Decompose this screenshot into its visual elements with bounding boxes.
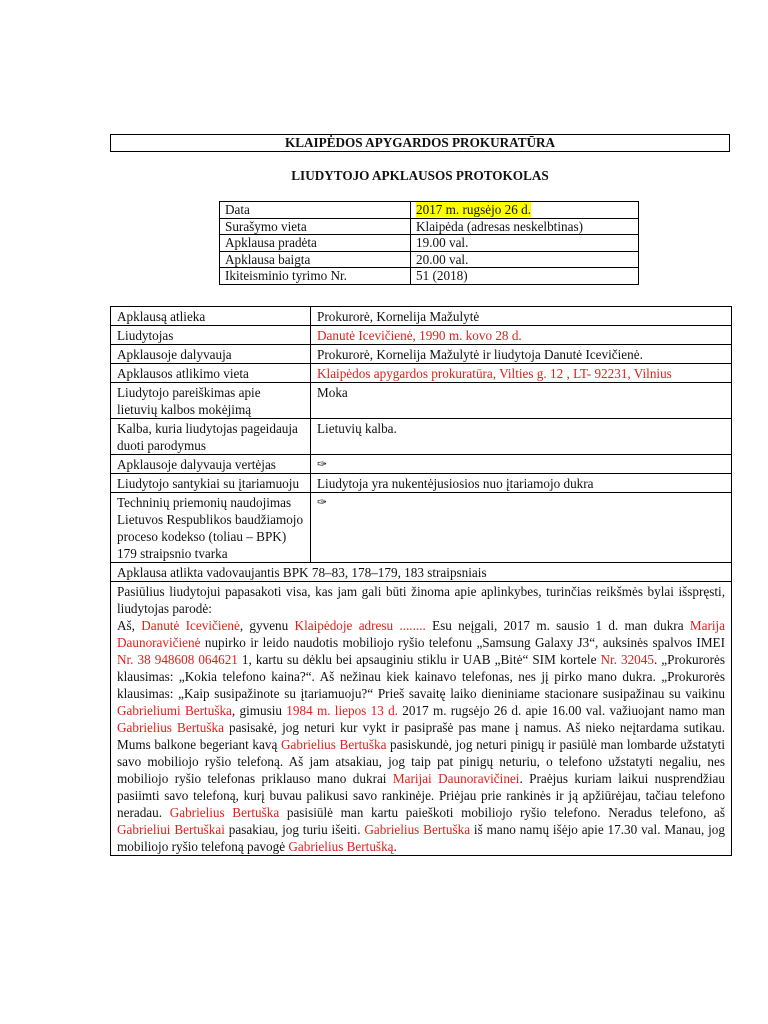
interrogation-details-table xyxy=(110,306,732,856)
meta-value: 19.00 val. xyxy=(411,235,639,252)
row-witness xyxy=(111,326,732,345)
meta-row-case-number xyxy=(220,268,639,285)
row-location xyxy=(111,364,732,383)
meta-row-date xyxy=(220,202,639,219)
row-relationship xyxy=(111,474,732,493)
row-technical-means xyxy=(111,493,732,563)
row-label: Kalba, kuria liudytojas pageidauja duoti parodymus xyxy=(111,419,311,455)
pen-symbol-icon: ✑ xyxy=(311,455,732,474)
meta-value: 20.00 val. xyxy=(411,251,639,268)
row-label: Apklausoje dalyvauja xyxy=(111,345,311,364)
redacted-name: Gabrielius Bertuška xyxy=(280,737,387,752)
text-segment: 1, kartu su dėklu bei apsauginiu stiklu ir UAB „Bitė“ SIM kortele xyxy=(237,652,601,667)
redacted-number: Nr. 32045 xyxy=(600,652,654,667)
row-label: Liudytojo pareiškimas apie lietuvių kalbos mokėjimą xyxy=(111,383,311,419)
row-value: Klaipėdos apygardos prokuratūra, Vilties g. 12 , LT- 92231, Vilnius xyxy=(311,364,732,383)
row-label: Apklausoje dalyvauja vertėjas xyxy=(111,455,311,474)
testimony-intro: Pasiūlius liudytojui papasakoti visa, kas jam gali būti žinoma apie aplinkybes, turinčias reikšmės bylai išspręsti, liudytojas parodė: xyxy=(117,584,725,616)
redacted-date: 1984 m. liepos 13 d. xyxy=(286,703,398,718)
meta-label: Surašymo vieta xyxy=(220,218,411,235)
legal-basis-text: Apklausa atlikta vadovaujantis BPK 78–83, 178–179, 183 straipsniais xyxy=(111,563,732,582)
row-value: Moka xyxy=(311,383,732,419)
meta-row-end xyxy=(220,251,639,268)
text-segment: nupirko ir leido naudotis mobiliojo ryšio telefonu „Samsung Galaxy J3“, auksinės spalvos IMEI xyxy=(200,635,725,650)
row-value: Prokurorė, Kornelija Mažulytė xyxy=(311,307,732,326)
meta-row-start xyxy=(220,235,639,252)
row-participants xyxy=(111,345,732,364)
text-segment: . „Prokurorės klausimas: „Kokia telefono kaina?“. Aš nežinau kiek kainavo telefonas, nes jį pirko mano dukra. „Prokurorės klausimas: „Kaip susipažinote su įtariamuoju?“ Prieš savaitę laiko dieniniame stacionare susipažinau su vaikinu xyxy=(117,652,726,701)
text-segment: iš mano namų išėjo apie 17.30 val. Manau, jog mobiliojo ryšio telefoną pavogė xyxy=(117,822,725,854)
redacted-name: Gabrieliui Bertuškai xyxy=(117,822,225,837)
row-label: Apklausos atlikimo vieta xyxy=(111,364,311,383)
row-legal-basis xyxy=(111,563,732,582)
text-segment: pasakiau, jog turiu išeiti. xyxy=(224,822,365,837)
organization-header: KLAIPĖDOS APYGARDOS PROKURATŪRA xyxy=(110,134,730,152)
row-testimony xyxy=(111,582,732,856)
redacted-name: Marijai Daunoravičinei xyxy=(392,771,520,786)
row-value: Lietuvių kalba. xyxy=(311,419,732,455)
row-conducted-by xyxy=(111,307,732,326)
text-segment: , gimusiu xyxy=(231,703,287,718)
row-language-statement xyxy=(111,383,732,419)
redacted-name: Gabrielius Bertuška xyxy=(169,805,280,820)
text-segment: Aš, xyxy=(117,618,142,633)
meta-label: Apklausa baigta xyxy=(220,251,411,268)
row-interpreter xyxy=(111,455,732,474)
text-segment: 2017 m. rugsėjo 26 d. apie 16.00 val. važiuojant namo man xyxy=(397,703,726,718)
text-segment: pasisakė, jog neturi kur vykt ir pasiprašė pas mane į namus. Aš nieko neįtardama sutikau. Mums balkone begeriant kavą xyxy=(117,720,726,752)
meta-label: Data xyxy=(220,202,411,219)
text-segment: pasisiūlė man kartu paieškoti mobiliojo ryšio telefono. Neradus telefono, aš xyxy=(279,805,726,820)
row-value: Danutė Icevičienė, 1990 m. kovo 28 d. xyxy=(311,326,732,345)
meta-label: Ikiteisminio tyrimo Nr. xyxy=(220,268,411,285)
meta-value: Klaipėda (adresas neskelbtinas) xyxy=(411,218,639,235)
redacted-name: Gabrielius Bertuška xyxy=(117,720,224,735)
row-label: Techninių priemonių naudojimas Lietuvos Respublikos baudžiamojo proceso kodekso (toliau – BPK) 179 straipsnio tvarka xyxy=(111,493,311,563)
text-segment: . xyxy=(393,839,397,854)
testimony-cell xyxy=(111,582,732,856)
meta-value: 51 (2018) xyxy=(411,268,639,285)
row-value: Liudytoja yra nukentėjusiosios nuo įtariamojo dukra xyxy=(311,474,732,493)
meta-value xyxy=(411,202,639,219)
document-title: LIUDYTOJO APKLAUSOS PROTOKOLAS xyxy=(291,168,549,183)
testimony-body xyxy=(117,617,725,855)
text-segment: pasiskundė, jog neturi pinigų ir pasiūlė man lombarde užstatyti savo mobiliojo ryšio telefoną. Aš jam atsakiau, jog taip pat pinigų neturiu, o telefono užstatyti negaliu, nes mobiliojo ryšio telefonas priklauso mano dukrai xyxy=(117,737,725,786)
row-label: Apklausą atlieka xyxy=(111,307,311,326)
pen-symbol-icon: ✑ xyxy=(311,493,732,563)
redacted-address: Klaipėdoje adresu ........ xyxy=(294,618,426,633)
meta-row-place xyxy=(220,218,639,235)
row-label: Liudytojo santykiai su įtariamuoju xyxy=(111,474,311,493)
row-testimony-language xyxy=(111,419,732,455)
meta-label: Apklausa pradėta xyxy=(220,235,411,252)
redacted-name: Danutė Icevičienė xyxy=(141,618,240,633)
text-segment: . Praėjus kuriam laikui nusprendžiau pasiimti savo telefoną, kurį buvau palikusi savo rankinėje. Priėjau prie rankinės ir ją apžiūrėjau, tačiau telefono neradau. xyxy=(117,771,725,820)
protocol-meta-table xyxy=(219,201,639,285)
redacted-name: Gabrielius Bertušką xyxy=(288,839,394,854)
row-value: Prokurorė, Kornelija Mažulytė ir liudytoja Danutė Icevičienė. xyxy=(311,345,732,364)
redacted-imei: Nr. 38 948608 064621 xyxy=(117,652,238,667)
text-segment: Esu neįgali, 2017 m. sausio 1 d. man dukra xyxy=(425,618,690,633)
text-segment: , gyvenu xyxy=(239,618,295,633)
redacted-name: Gabrieliumi Bertuška xyxy=(117,703,232,718)
redacted-name: Gabrielius Bertuška xyxy=(364,822,471,837)
redacted-name: Marija Daunoravičienė xyxy=(117,618,726,650)
date-value-highlighted: 2017 m. rugsėjo 26 d. xyxy=(416,202,532,217)
row-label: Liudytojas xyxy=(111,326,311,345)
